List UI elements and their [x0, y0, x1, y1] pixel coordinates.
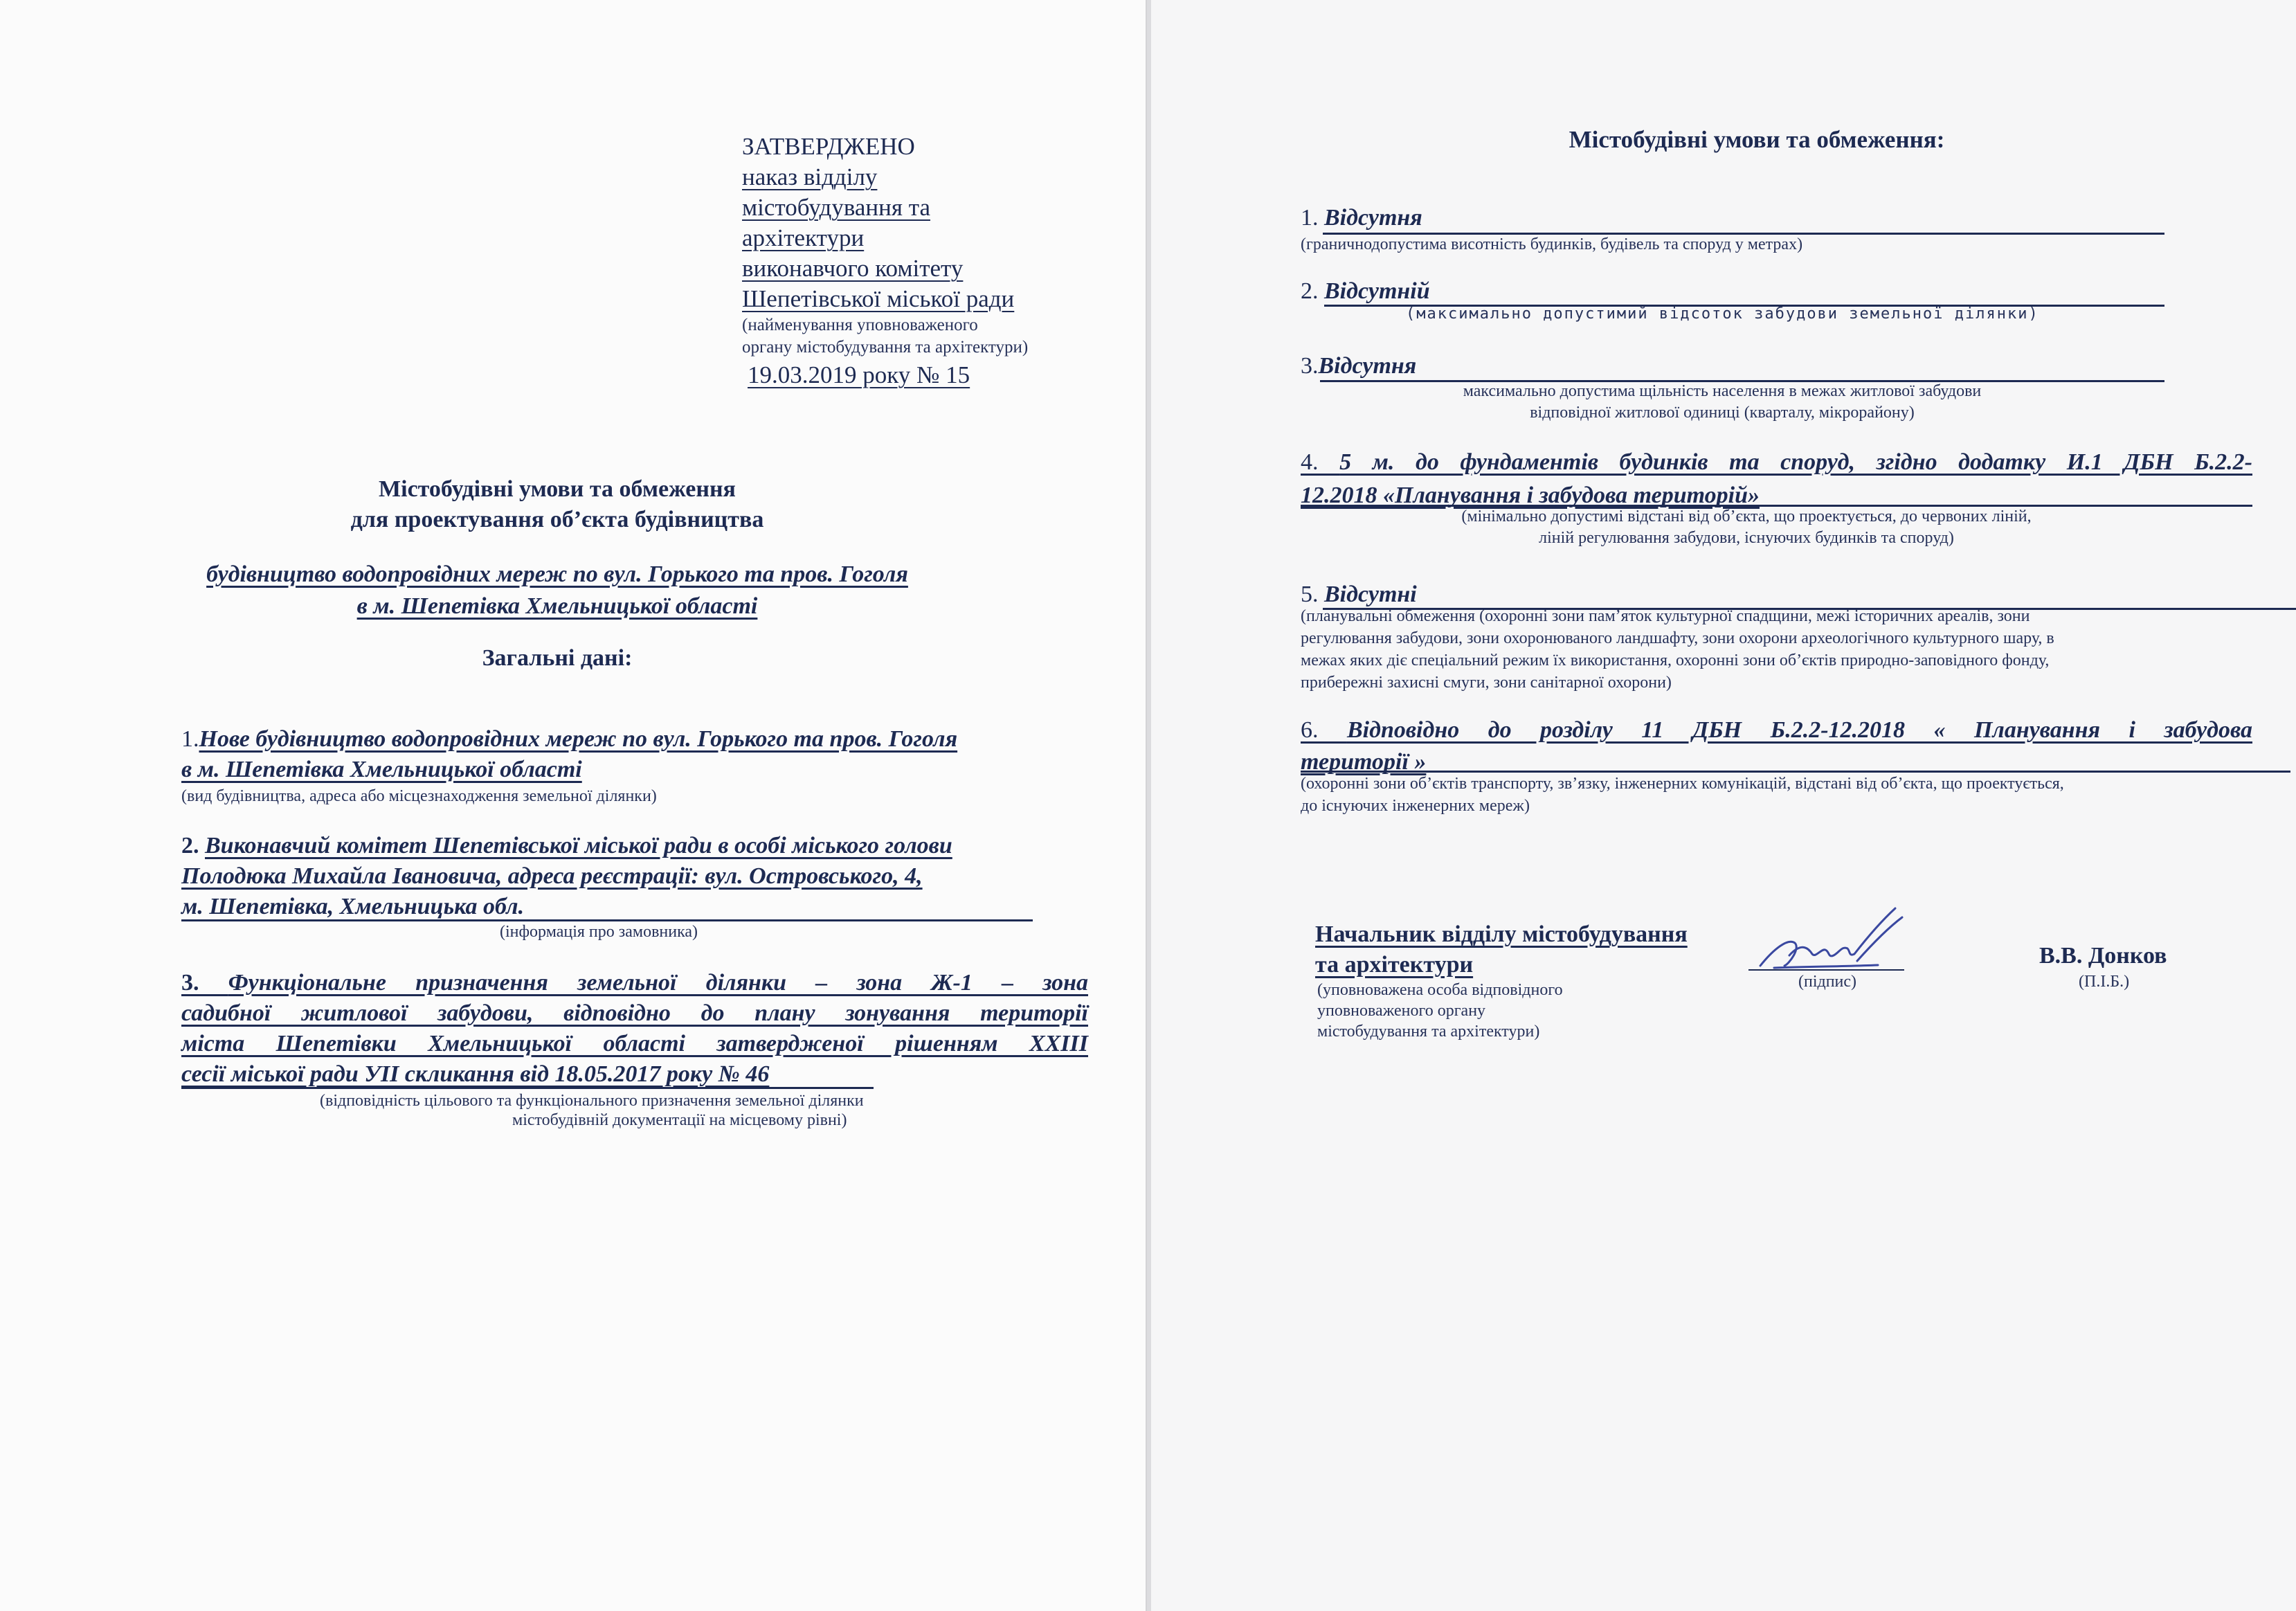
signatory-name: В.В. Донков: [2039, 943, 2167, 969]
caption-line: до існуючих інженерних мереж): [1301, 797, 1530, 815]
title-line: Містобудівні умови та обмеження: [379, 476, 736, 502]
condition-6: [1301, 714, 2252, 778]
item-value: Функціональне призначення земельної ділянки – зона Ж-1 – зона: [228, 970, 1088, 996]
caption-line: відповідної житлової одиниці (кварталу, мікрорайону): [1530, 404, 1915, 422]
item-value: Полодюка Михайла Івановича, адреса реєстрації: вул. Островського, 4,: [181, 863, 923, 889]
condition-1: [1301, 205, 1422, 231]
item-caption: містобудівній документації на місцевому рівні): [512, 1111, 847, 1129]
item-number: 2.: [181, 833, 199, 858]
caption-line: (охоронні зони об’єктів транспорту, зв’язку, інженерних комунікацій, відстані від об’єкта, що проектується,: [1301, 775, 2064, 793]
right-page: [1151, 0, 2296, 1611]
caption-line: ліній регулювання забудови, існуючих будинків та споруд): [1539, 529, 1954, 548]
caption-line: регулювання забудови, зони охоронюваного ландшафту, зони охорони археологічного культурного шару, в: [1301, 629, 2054, 647]
condition-number: 3.: [1301, 353, 1319, 379]
condition-caption: [1301, 605, 2296, 694]
item-number: 3.: [181, 970, 199, 996]
approval-line: виконавчого комітету: [742, 255, 964, 282]
position-line: та архітектури: [1315, 952, 1474, 978]
condition-value: території »: [1301, 749, 1427, 775]
general-item-3: [181, 968, 1088, 1130]
condition-caption: [1359, 506, 2134, 549]
underline-rule: [181, 919, 1033, 921]
item-value: в м. Шепетівка Хмельницької області: [181, 757, 582, 782]
item-value: сесії міської ради УІІ скликання від 18.05.2017 року № 46: [181, 1061, 770, 1087]
caption-line: максимально допустима щільність населення в межах житлової забудови: [1463, 382, 1982, 400]
item-caption: (вид будівництва, адреса або місцезнаходження земельної ділянки): [181, 787, 657, 805]
underline-rule: [181, 1087, 874, 1089]
signature-line: [1748, 969, 1904, 971]
condition-value: Відсутня: [1318, 353, 1417, 379]
condition-number: 2.: [1301, 278, 1319, 304]
condition-number: 5.: [1301, 582, 1319, 607]
condition-value: Відсутній: [1324, 278, 1430, 304]
caption-line: (мінімально допустимі відстані від об’єкта, що проектується, до червоних ліній,: [1461, 507, 2032, 525]
caption-line: прибережні захисні смуги, зони санітарної охорони): [1301, 674, 1672, 692]
object-line: будівництво водопровідних мереж по вул. Горького та пров. Гоголя: [206, 561, 908, 587]
signatory-caption: [1317, 980, 1563, 1042]
item-value: Нове будівництво водопровідних мереж по вул. Горького та пров. Гоголя: [199, 726, 958, 752]
approval-heading: ЗАТВЕРДЖЕНО: [742, 133, 915, 160]
condition-number: 4.: [1301, 449, 1319, 475]
caption-line: (планувальні обмеження (охоронні зони пам’яток культурної спадщини, межі історичних ареалів, зони: [1301, 607, 2030, 625]
item-caption: (інформація про замовника): [500, 923, 698, 941]
condition-caption: [1301, 773, 2296, 817]
condition-caption: [1359, 381, 2086, 424]
condition-value: 5 м. до фундаментів будинків та споруд, згідно додатку И.1 ДБН Б.2.2-: [1339, 449, 2252, 475]
conditions-title: Містобудівні умови та обмеження:: [1569, 126, 1945, 153]
approval-line: містобудування та: [742, 194, 930, 221]
condition-5: [1301, 582, 1417, 608]
condition-caption: (граничнодопустима висотність будинків, будівель та споруд у метрах): [1301, 235, 1803, 253]
signatory-position: [1315, 919, 1688, 980]
item-value: міста Шепетівки Хмельницької області затвердженої рішенням XXIII: [181, 1031, 1088, 1056]
caption-line: (уповноважена особа відповідного: [1317, 981, 1563, 999]
title-line: для проектування об’єкта будівництва: [350, 507, 764, 532]
caption-line: уповноваженого органу: [1317, 1002, 1486, 1020]
condition-value: Відсутня: [1324, 205, 1422, 231]
left-page: [0, 0, 1147, 1611]
approval-line: архітектури: [742, 224, 865, 251]
item-caption: (відповідність цільового та функціонального призначення земельної ділянки: [320, 1092, 864, 1110]
object-name: [138, 559, 976, 622]
document-title: [138, 474, 976, 535]
item-value: садибної житлової забудови, відповідно до плану зонування території: [181, 1000, 1088, 1026]
approval-date: 19.03.2019 року № 15: [748, 361, 970, 388]
general-item-2: [181, 831, 1088, 942]
general-data-heading: Загальні дані:: [482, 645, 633, 671]
item-value: Виконавчий комітет Шепетівської міської ради в особі міського голови: [205, 833, 952, 858]
condition-number: 6.: [1301, 717, 1319, 743]
approval-line: Шепетівської міської ради: [742, 285, 1015, 312]
name-caption: (П.І.Б.): [2079, 973, 2130, 991]
signature-caption: (підпис): [1798, 973, 1857, 991]
condition-number: 1.: [1301, 205, 1319, 231]
general-item-1: [181, 724, 1088, 806]
condition-4: [1301, 446, 2252, 512]
condition-2: [1301, 278, 1430, 305]
position-line: Начальник відділу містобудування: [1315, 921, 1688, 947]
item-value: м. Шепетівка, Хмельницька обл.: [181, 894, 525, 919]
condition-caption: (максимально допустимий відсоток забудови земельної ділянки): [1406, 305, 2039, 323]
condition-3: [1301, 353, 1416, 379]
condition-value: 12.2018 «Планування і забудова територій»: [1301, 483, 1760, 508]
item-number: 1.: [181, 726, 199, 752]
approval-caption: (найменування уповноваженого: [742, 316, 978, 334]
caption-line: межах яких діє спеціальний режим їх використання, охоронні зони об’єктів природно-заповідного фонду,: [1301, 651, 2050, 669]
caption-line: містобудування та архітектури): [1317, 1023, 1540, 1041]
condition-value: Відповідно до розділу 11 ДБН Б.2.2-12.2018 « Планування і забудова: [1346, 717, 2252, 743]
approval-line: наказ відділу: [742, 163, 878, 190]
condition-value: Відсутні: [1324, 582, 1417, 607]
approval-caption: органу містобудування та архітектури): [742, 338, 1029, 357]
approval-block: [742, 132, 1102, 390]
object-line: в м. Шепетівка Хмельницької області: [356, 593, 758, 619]
